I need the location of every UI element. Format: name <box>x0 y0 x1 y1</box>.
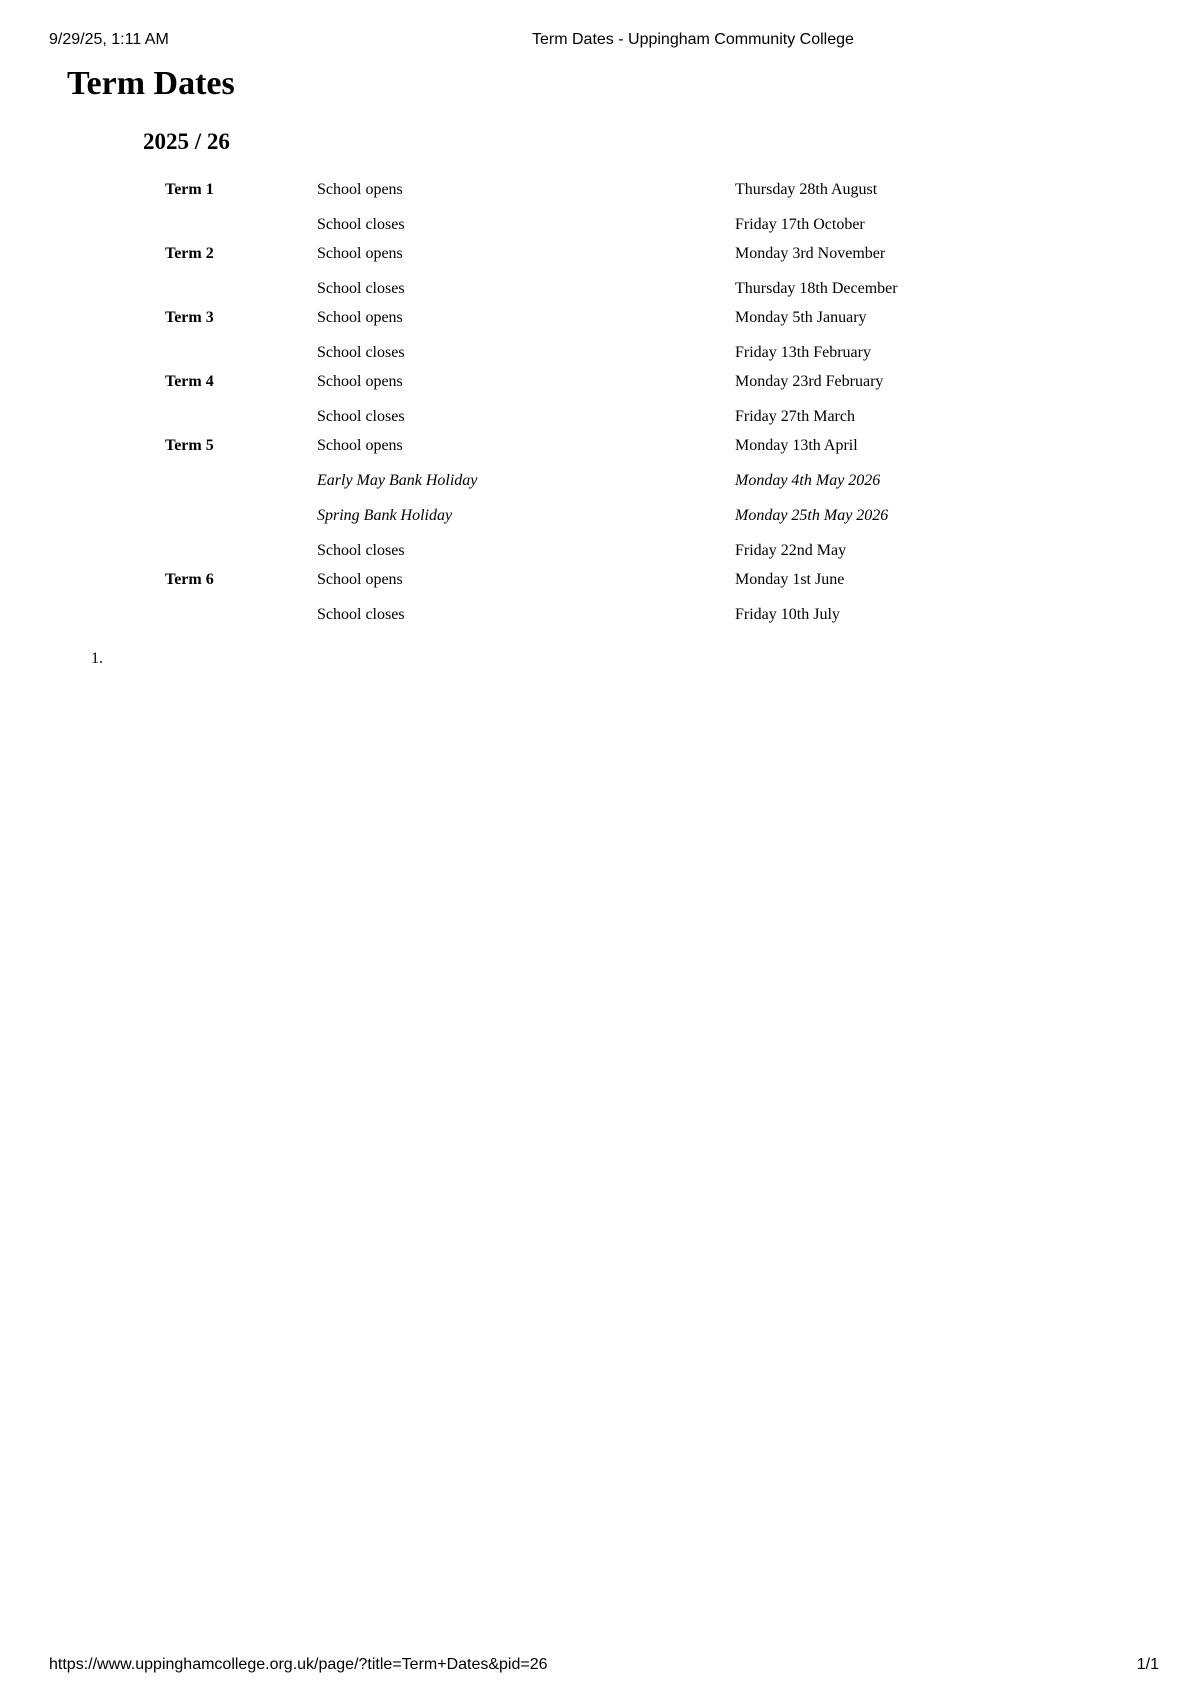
year-heading: 2025 / 26 <box>143 129 230 154</box>
event-label: School opens <box>317 245 403 262</box>
event-label: School opens <box>317 571 403 588</box>
event-date: Thursday 28th August <box>735 181 878 198</box>
event-date: Monday 13th April <box>735 437 858 454</box>
event-date: Thursday 18th December <box>735 280 898 297</box>
table-row <box>143 471 943 506</box>
event-label: School closes <box>317 344 405 361</box>
event-date: Friday 22nd May <box>735 542 847 559</box>
table-row <box>143 436 943 471</box>
term-label <box>143 506 317 541</box>
event-date: Monday 25th May 2026 <box>735 507 889 524</box>
print-footer <box>0 1656 1200 1676</box>
table-row <box>143 180 943 215</box>
event-date: Friday 10th July <box>735 606 840 623</box>
event-date: Monday 3rd November <box>735 245 886 262</box>
print-datetime: 9/29/25, 1:11 AM <box>49 31 169 48</box>
event-label: School opens <box>317 437 403 454</box>
event-label: School closes <box>317 542 405 559</box>
print-url: https://www.uppinghamcollege.org.uk/page/?title=Term+Dates&pid=26 <box>49 1656 548 1673</box>
event-label: School opens <box>317 373 403 390</box>
table-row <box>143 541 943 570</box>
term-label: Term 1 <box>165 181 214 198</box>
term-label <box>143 343 317 372</box>
term-dates-table <box>143 180 943 634</box>
event-label: School closes <box>317 216 405 233</box>
term-label <box>143 279 317 308</box>
event-date: Monday 1st June <box>735 571 845 588</box>
term-label: Term 2 <box>165 245 214 262</box>
table-row <box>143 506 943 541</box>
term-label <box>143 215 317 244</box>
term-label <box>143 407 317 436</box>
table-row <box>143 605 943 634</box>
event-label: School opens <box>317 309 403 326</box>
table-row <box>143 279 943 308</box>
term-label: Term 3 <box>165 309 214 326</box>
page-title: Term Dates <box>67 65 235 102</box>
term-dates-body <box>143 180 943 634</box>
term-label <box>143 541 317 570</box>
print-header <box>0 31 1200 51</box>
table-row <box>143 244 943 279</box>
print-page-number: 1/1 <box>1136 1656 1159 1673</box>
event-label: Spring Bank Holiday <box>317 507 453 524</box>
table-row <box>143 343 943 372</box>
event-label: Early May Bank Holiday <box>317 472 478 489</box>
term-label: Term 5 <box>165 437 214 454</box>
term-label <box>143 605 317 634</box>
print-page-title: Term Dates - Uppingham Community College <box>532 31 854 48</box>
table-row <box>143 215 943 244</box>
event-date: Friday 13th February <box>735 344 871 361</box>
term-label: Term 6 <box>165 571 214 588</box>
term-label: Term 4 <box>165 373 214 390</box>
event-date: Monday 5th January <box>735 309 867 326</box>
event-label: School closes <box>317 606 405 623</box>
table-row <box>143 372 943 407</box>
list-marker: 1. <box>91 650 103 667</box>
event-date: Friday 17th October <box>735 216 865 233</box>
table-row <box>143 570 943 605</box>
table-row <box>143 308 943 343</box>
event-label: School closes <box>317 280 405 297</box>
table-row <box>143 407 943 436</box>
event-date: Friday 27th March <box>735 408 855 425</box>
event-date: Monday 23rd February <box>735 373 884 390</box>
term-label <box>143 471 317 506</box>
event-label: School opens <box>317 181 403 198</box>
event-label: School closes <box>317 408 405 425</box>
event-date: Monday 4th May 2026 <box>735 472 881 489</box>
